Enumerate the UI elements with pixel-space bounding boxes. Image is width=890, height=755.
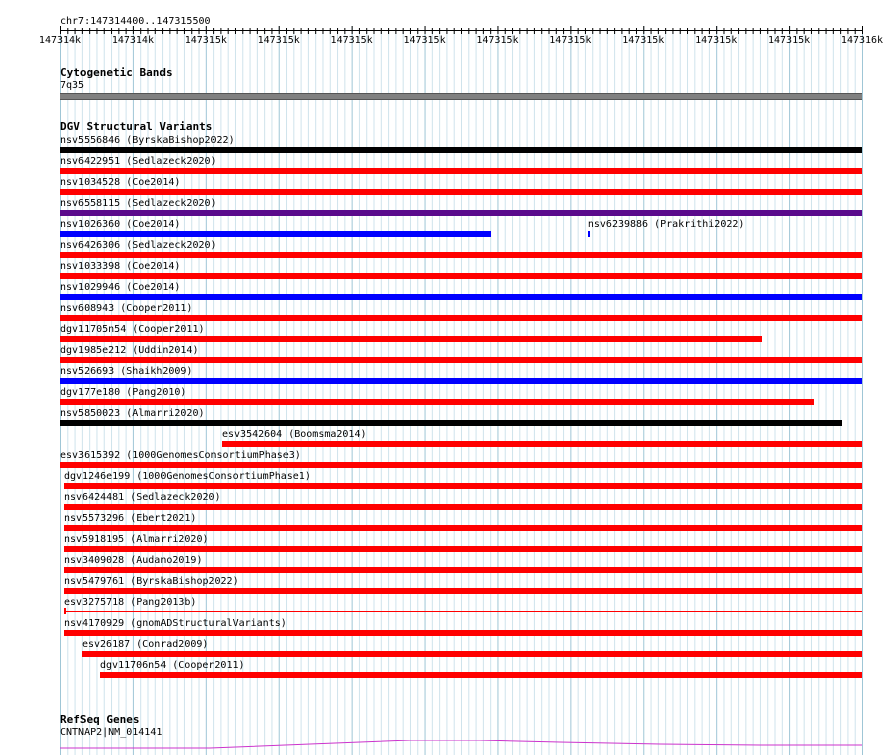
dgv-feature-label[interactable]: nsv1033398 (Coe2014): [60, 261, 181, 272]
refseq-track-title: RefSeq Genes: [60, 713, 140, 726]
ruler-tick-label: 147316k: [840, 35, 884, 46]
dgv-feature-label[interactable]: nsv5850023 (Almarri2020): [60, 408, 205, 419]
dgv-feature-bar[interactable]: [64, 546, 862, 552]
ruler-tick-label: 147315k: [768, 35, 811, 46]
dgv-feature-label[interactable]: dgv1985e212 (Uddin2014): [60, 345, 199, 356]
dgv-feature-bar[interactable]: [60, 378, 862, 384]
coordinate-label: chr7:147314400..147315500: [60, 16, 211, 27]
dgv-feature-label[interactable]: nsv4170929 (gnomADStructuralVariants): [64, 618, 287, 629]
dgv-feature-label[interactable]: nsv6424481 (Sedlazeck2020): [64, 492, 221, 503]
refseq-gene-feature[interactable]: [60, 740, 862, 750]
dgv-feature-bar[interactable]: [64, 483, 862, 489]
dgv-feature-bar[interactable]: [64, 611, 862, 612]
ruler-tick-label: 147315k: [549, 35, 592, 46]
dgv-feature-bar[interactable]: [60, 147, 862, 153]
dgv-feature-label[interactable]: esv26187 (Conrad2009): [81, 639, 209, 650]
cytoband-track-title: Cytogenetic Bands: [60, 66, 173, 79]
dgv-feature-bar[interactable]: [60, 315, 862, 321]
dgv-feature-bar[interactable]: [60, 336, 762, 342]
dgv-feature-label[interactable]: nsv5556846 (ByrskaBishop2022): [60, 135, 235, 146]
dgv-feature-bar[interactable]: [64, 630, 862, 636]
dgv-feature-bar[interactable]: [60, 189, 862, 195]
dgv-feature-label[interactable]: dgv11705n54 (Cooper2011): [60, 324, 205, 335]
dgv-feature-label[interactable]: nsv5918195 (Almarri2020): [64, 534, 209, 545]
dgv-feature-label[interactable]: nsv6239886 (Prakrithi2022): [587, 219, 745, 230]
dgv-feature-label[interactable]: nsv6422951 (Sedlazeck2020): [60, 156, 217, 167]
dgv-feature-bar[interactable]: [588, 231, 590, 237]
ruler-tick-label: 147315k: [695, 35, 738, 46]
dgv-feature-bar[interactable]: [82, 651, 862, 657]
ruler-tick-label: 147315k: [330, 35, 373, 46]
dgv-feature-bar[interactable]: [60, 420, 842, 426]
ruler-tick-label: 147315k: [622, 35, 665, 46]
dgv-feature-bar[interactable]: [64, 567, 862, 573]
dgv-feature-label[interactable]: nsv5479761 (ByrskaBishop2022): [64, 576, 239, 587]
ruler-tick-label: 147315k: [476, 35, 519, 46]
dgv-feature-bar[interactable]: [60, 357, 862, 363]
dgv-feature-bar[interactable]: [100, 672, 862, 678]
dgv-feature-label[interactable]: nsv526693 (Shaikh2009): [60, 366, 193, 377]
refseq-gene-label[interactable]: CNTNAP2|NM_014141: [60, 727, 163, 738]
dgv-feature-label[interactable]: dgv177e180 (Pang2010): [60, 387, 187, 398]
ruler-tick-label: 147314k: [111, 35, 154, 46]
ruler-tick-label: 147315k: [257, 35, 300, 46]
dgv-track-title: DGV Structural Variants: [60, 120, 213, 133]
dgv-feature-label[interactable]: nsv3409028 (Audano2019): [64, 555, 203, 566]
dgv-feature-bar[interactable]: [60, 168, 862, 174]
dgv-feature-label[interactable]: nsv5573296 (Ebert2021): [64, 513, 197, 524]
dgv-feature-bar[interactable]: [60, 273, 862, 279]
dgv-feature-label[interactable]: nsv1034528 (Coe2014): [60, 177, 181, 188]
dgv-feature-label[interactable]: nsv6426306 (Sedlazeck2020): [60, 240, 217, 251]
dgv-feature-label[interactable]: esv3542604 (Boomsma2014): [222, 429, 367, 440]
dgv-feature-bar[interactable]: [60, 231, 491, 237]
ruler-axis: [60, 30, 862, 31]
dgv-feature-bar[interactable]: [64, 525, 862, 531]
dgv-feature-bar[interactable]: [60, 294, 862, 300]
dgv-feature-bar[interactable]: [60, 252, 862, 258]
cytoband-label: 7q35: [60, 80, 85, 91]
dgv-feature-label[interactable]: dgv1246e199 (1000GenomesConsortiumPhase1): [64, 471, 311, 482]
dgv-feature-label[interactable]: nsv1029946 (Coe2014): [60, 282, 181, 293]
dgv-feature-bar[interactable]: [222, 441, 862, 447]
dgv-feature-cap: [64, 608, 66, 614]
ruler-tick-label: 147315k: [403, 35, 446, 46]
dgv-feature-bar[interactable]: [64, 588, 862, 594]
dgv-feature-label[interactable]: nsv6558115 (Sedlazeck2020): [60, 198, 217, 209]
dgv-feature-label[interactable]: esv3275718 (Pang2013b): [64, 597, 197, 608]
ruler-tick-label: 147315k: [184, 35, 227, 46]
dgv-feature-label[interactable]: dgv11706n54 (Cooper2011): [100, 660, 245, 671]
dgv-feature-label[interactable]: nsv608943 (Cooper2011): [60, 303, 193, 314]
dgv-feature-bar[interactable]: [60, 462, 862, 468]
dgv-feature-label[interactable]: esv3615392 (1000GenomesConsortiumPhase3): [60, 450, 301, 461]
dgv-feature-bar[interactable]: [60, 399, 814, 405]
cytoband-bar[interactable]: [60, 93, 862, 100]
ruler-tick-label: 147314k: [38, 35, 82, 46]
dgv-feature-bar[interactable]: [60, 210, 862, 216]
dgv-feature-bar[interactable]: [64, 504, 862, 510]
dgv-feature-label[interactable]: nsv1026360 (Coe2014): [60, 219, 181, 230]
